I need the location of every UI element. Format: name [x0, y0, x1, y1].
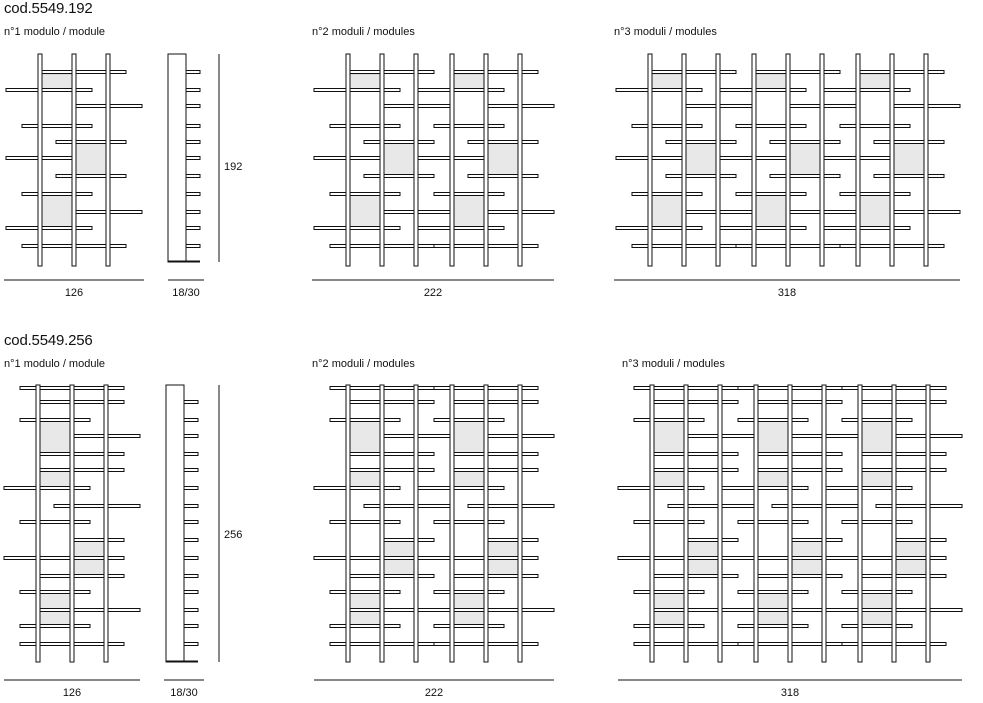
- shelf: [840, 193, 910, 196]
- shelf: [650, 71, 736, 74]
- shelf: [738, 521, 808, 524]
- shelf: [184, 435, 198, 438]
- shelf: [348, 401, 434, 404]
- upright-post: [892, 385, 896, 662]
- upright-post: [822, 385, 826, 662]
- shelf: [184, 419, 198, 422]
- shelf: [666, 141, 736, 144]
- shelf: [418, 89, 504, 92]
- upright-post: [926, 385, 930, 662]
- back-panel: [756, 471, 790, 487]
- shelf: [860, 575, 946, 578]
- shelf: [184, 469, 198, 472]
- upright-post: [752, 54, 756, 266]
- upright-post: [716, 54, 720, 266]
- back-panel: [486, 143, 520, 175]
- section-192-width-3: 318: [777, 287, 797, 299]
- section-192-code: cod.5549.192: [4, 0, 93, 17]
- shelf: [452, 609, 554, 612]
- upright-post: [788, 385, 792, 662]
- back-panel: [684, 143, 718, 175]
- shelf: [452, 453, 538, 456]
- shelf: [770, 141, 840, 144]
- back-panel: [38, 421, 72, 453]
- shelf: [184, 505, 198, 508]
- back-panel: [756, 421, 790, 453]
- shelf: [314, 227, 400, 230]
- shelf: [330, 591, 400, 594]
- shelf: [634, 625, 704, 628]
- shelf: [314, 89, 400, 92]
- shelf: [452, 401, 538, 404]
- shelf: [434, 419, 504, 422]
- shelf: [314, 487, 400, 490]
- shelf: [770, 175, 840, 178]
- back-panel: [348, 471, 382, 487]
- shelf: [72, 539, 124, 542]
- shelf: [186, 211, 200, 214]
- section-192-width-1: 126: [64, 287, 84, 299]
- shelf: [348, 469, 434, 472]
- back-panel: [382, 143, 416, 175]
- section-256-width-2: 222: [424, 687, 444, 699]
- shelf: [330, 125, 400, 128]
- upright-post: [924, 54, 928, 266]
- shelf: [38, 575, 124, 578]
- shelf: [434, 521, 504, 524]
- shelf: [722, 487, 808, 490]
- back-panel: [652, 471, 686, 487]
- shelf: [756, 575, 842, 578]
- shelf: [756, 609, 858, 612]
- upright-post: [414, 54, 418, 266]
- section-192-width-2: 222: [423, 287, 443, 299]
- shelf: [634, 419, 704, 422]
- shelf: [364, 505, 450, 508]
- back-panel: [860, 421, 894, 453]
- shelf: [418, 487, 504, 490]
- shelf: [184, 643, 198, 646]
- shelf: [668, 505, 754, 508]
- shelf: [184, 401, 198, 404]
- shelf: [616, 227, 702, 230]
- back-panel: [754, 195, 788, 227]
- section-256-code: cod.5549.256: [4, 332, 93, 349]
- shelf: [790, 539, 842, 542]
- upright-post: [682, 54, 686, 266]
- shelf: [20, 625, 90, 628]
- shelf: [736, 193, 806, 196]
- back-panel: [858, 74, 892, 90]
- shelf: [860, 609, 962, 612]
- shelf: [348, 575, 434, 578]
- shelf: [686, 539, 738, 542]
- shelf: [38, 453, 124, 456]
- upright-post: [36, 385, 40, 662]
- upright-post: [518, 54, 522, 266]
- upright-post: [754, 385, 758, 662]
- upright-post: [70, 385, 74, 662]
- shelf: [38, 401, 124, 404]
- shelf: [184, 591, 198, 594]
- shelf: [468, 141, 538, 144]
- shelf: [20, 521, 90, 524]
- shelf: [652, 453, 738, 456]
- shelf: [826, 487, 912, 490]
- shelf: [756, 401, 842, 404]
- shelf: [452, 71, 538, 74]
- shelf: [452, 469, 538, 472]
- shelf: [468, 175, 538, 178]
- shelf: [20, 591, 90, 594]
- section-256-depth: 18/30: [170, 687, 198, 699]
- shelf: [348, 453, 434, 456]
- shelf: [860, 453, 946, 456]
- upright-post: [858, 385, 862, 662]
- shelf: [364, 175, 434, 178]
- shelf: [4, 487, 90, 490]
- shelf: [652, 401, 738, 404]
- shelf: [434, 625, 504, 628]
- shelf: [666, 175, 736, 178]
- back-panel: [858, 195, 892, 227]
- upright-post: [380, 54, 384, 266]
- shelf: [756, 469, 842, 472]
- shelf: [184, 539, 198, 542]
- upright-post: [890, 54, 894, 266]
- shelf: [618, 487, 704, 490]
- shelf: [382, 539, 434, 542]
- shelf: [754, 71, 840, 74]
- shelf: [184, 575, 198, 578]
- section-192-label-3-modules: n°3 moduli / modules: [614, 26, 717, 38]
- section-192-label-1-module: n°1 modulo / module: [4, 26, 106, 38]
- back-panel: [74, 143, 108, 175]
- shelf: [652, 575, 738, 578]
- shelf: [842, 625, 912, 628]
- shelf: [186, 245, 200, 248]
- section-256-label-1-module: n°1 modulo / module: [4, 358, 106, 370]
- back-panel: [650, 74, 684, 90]
- upright-post: [380, 385, 384, 662]
- back-panel: [452, 74, 486, 90]
- shelf: [634, 521, 704, 524]
- shelf: [874, 175, 944, 178]
- section-192-label-2-modules: n°2 moduli / modules: [312, 26, 415, 38]
- shelf: [186, 71, 200, 74]
- shelf: [330, 521, 400, 524]
- upright-post: [346, 385, 350, 662]
- shelf: [186, 105, 200, 108]
- shelf: [22, 193, 92, 196]
- shelf: [330, 419, 400, 422]
- upright-post: [786, 54, 790, 266]
- upright-post: [718, 385, 722, 662]
- upright-post: [346, 54, 350, 266]
- shelf: [184, 557, 198, 560]
- back-panel: [40, 74, 74, 90]
- back-panel: [650, 195, 684, 227]
- shelf: [738, 625, 808, 628]
- shelf: [20, 419, 90, 422]
- shelf: [6, 227, 92, 230]
- shelf: [434, 125, 504, 128]
- shelf: [652, 609, 754, 612]
- shelf: [184, 487, 198, 490]
- shelf: [738, 419, 808, 422]
- shelf: [348, 71, 434, 74]
- shelf: [364, 141, 434, 144]
- shelf: [634, 591, 704, 594]
- upright-post: [648, 54, 652, 266]
- shelf: [38, 469, 124, 472]
- shelf: [434, 193, 504, 196]
- upright-post: [518, 385, 522, 662]
- shelf: [468, 505, 554, 508]
- shelf: [632, 193, 702, 196]
- upright-post: [104, 385, 108, 662]
- back-panel: [860, 471, 894, 487]
- shelf: [56, 141, 126, 144]
- shelf: [186, 175, 200, 178]
- shelf: [772, 505, 858, 508]
- shelf: [858, 71, 944, 74]
- shelf: [842, 591, 912, 594]
- upright-post: [856, 54, 860, 266]
- section-256-label-3-modules: n°3 moduli / modules: [622, 358, 725, 370]
- upright-post: [72, 54, 76, 266]
- back-panel: [452, 471, 486, 487]
- back-panel: [348, 421, 382, 453]
- back-panel: [348, 74, 382, 90]
- shelf: [6, 89, 92, 92]
- section-256-label-2-modules: n°2 moduli / modules: [312, 358, 415, 370]
- shelf: [616, 89, 702, 92]
- section-192-height: 192: [224, 161, 243, 173]
- shelf: [348, 609, 450, 612]
- back-panel: [348, 195, 382, 227]
- shelf: [652, 469, 738, 472]
- shelf: [184, 625, 198, 628]
- shelf: [632, 125, 702, 128]
- section-256-width-1: 126: [62, 687, 82, 699]
- upright-post: [484, 54, 488, 266]
- shelf: [720, 227, 806, 230]
- shelf: [434, 591, 504, 594]
- upright-post: [484, 385, 488, 662]
- shelf: [756, 453, 842, 456]
- shelf: [452, 575, 538, 578]
- shelf: [876, 505, 962, 508]
- shelf: [186, 141, 200, 144]
- shelf: [738, 591, 808, 594]
- shelf: [22, 125, 92, 128]
- shelf: [38, 609, 140, 612]
- shelf: [736, 125, 806, 128]
- upright-post: [820, 54, 824, 266]
- shelf: [186, 89, 200, 92]
- upright-post: [684, 385, 688, 662]
- shelf: [184, 609, 198, 612]
- shelf: [824, 89, 910, 92]
- upright-post: [450, 385, 454, 662]
- back-panel: [452, 195, 486, 227]
- back-panel: [40, 195, 74, 227]
- shelf: [40, 71, 126, 74]
- back-panel: [754, 74, 788, 90]
- upright-post: [650, 385, 654, 662]
- shelf: [486, 539, 538, 542]
- upright-post: [414, 385, 418, 662]
- shelf: [56, 175, 126, 178]
- shelf: [186, 125, 200, 128]
- back-panel: [892, 143, 926, 175]
- back-panel: [788, 143, 822, 175]
- shelf: [720, 89, 806, 92]
- shelf: [840, 125, 910, 128]
- shelf: [184, 453, 198, 456]
- shelf: [874, 141, 944, 144]
- upright-post: [38, 54, 42, 266]
- upright-post: [450, 54, 454, 266]
- shelf: [842, 419, 912, 422]
- shelf: [418, 227, 504, 230]
- shelf: [824, 227, 910, 230]
- shelf: [860, 469, 946, 472]
- shelf: [894, 539, 946, 542]
- side-view-upright: [166, 385, 184, 662]
- shelf: [54, 505, 140, 508]
- shelf: [186, 157, 200, 160]
- shelf: [330, 193, 400, 196]
- shelf: [842, 521, 912, 524]
- section-192-depth: 18/30: [172, 287, 200, 299]
- shelf: [184, 521, 198, 524]
- shelf: [330, 625, 400, 628]
- shelf: [186, 227, 200, 230]
- shelf: [186, 193, 200, 196]
- section-256-width-3: 318: [780, 687, 800, 699]
- back-panel: [38, 471, 72, 487]
- section-256-height: 256: [224, 529, 243, 541]
- upright-post: [106, 54, 110, 266]
- shelf: [860, 401, 946, 404]
- back-panel: [652, 421, 686, 453]
- back-panel: [452, 421, 486, 453]
- side-view-upright: [168, 54, 186, 262]
